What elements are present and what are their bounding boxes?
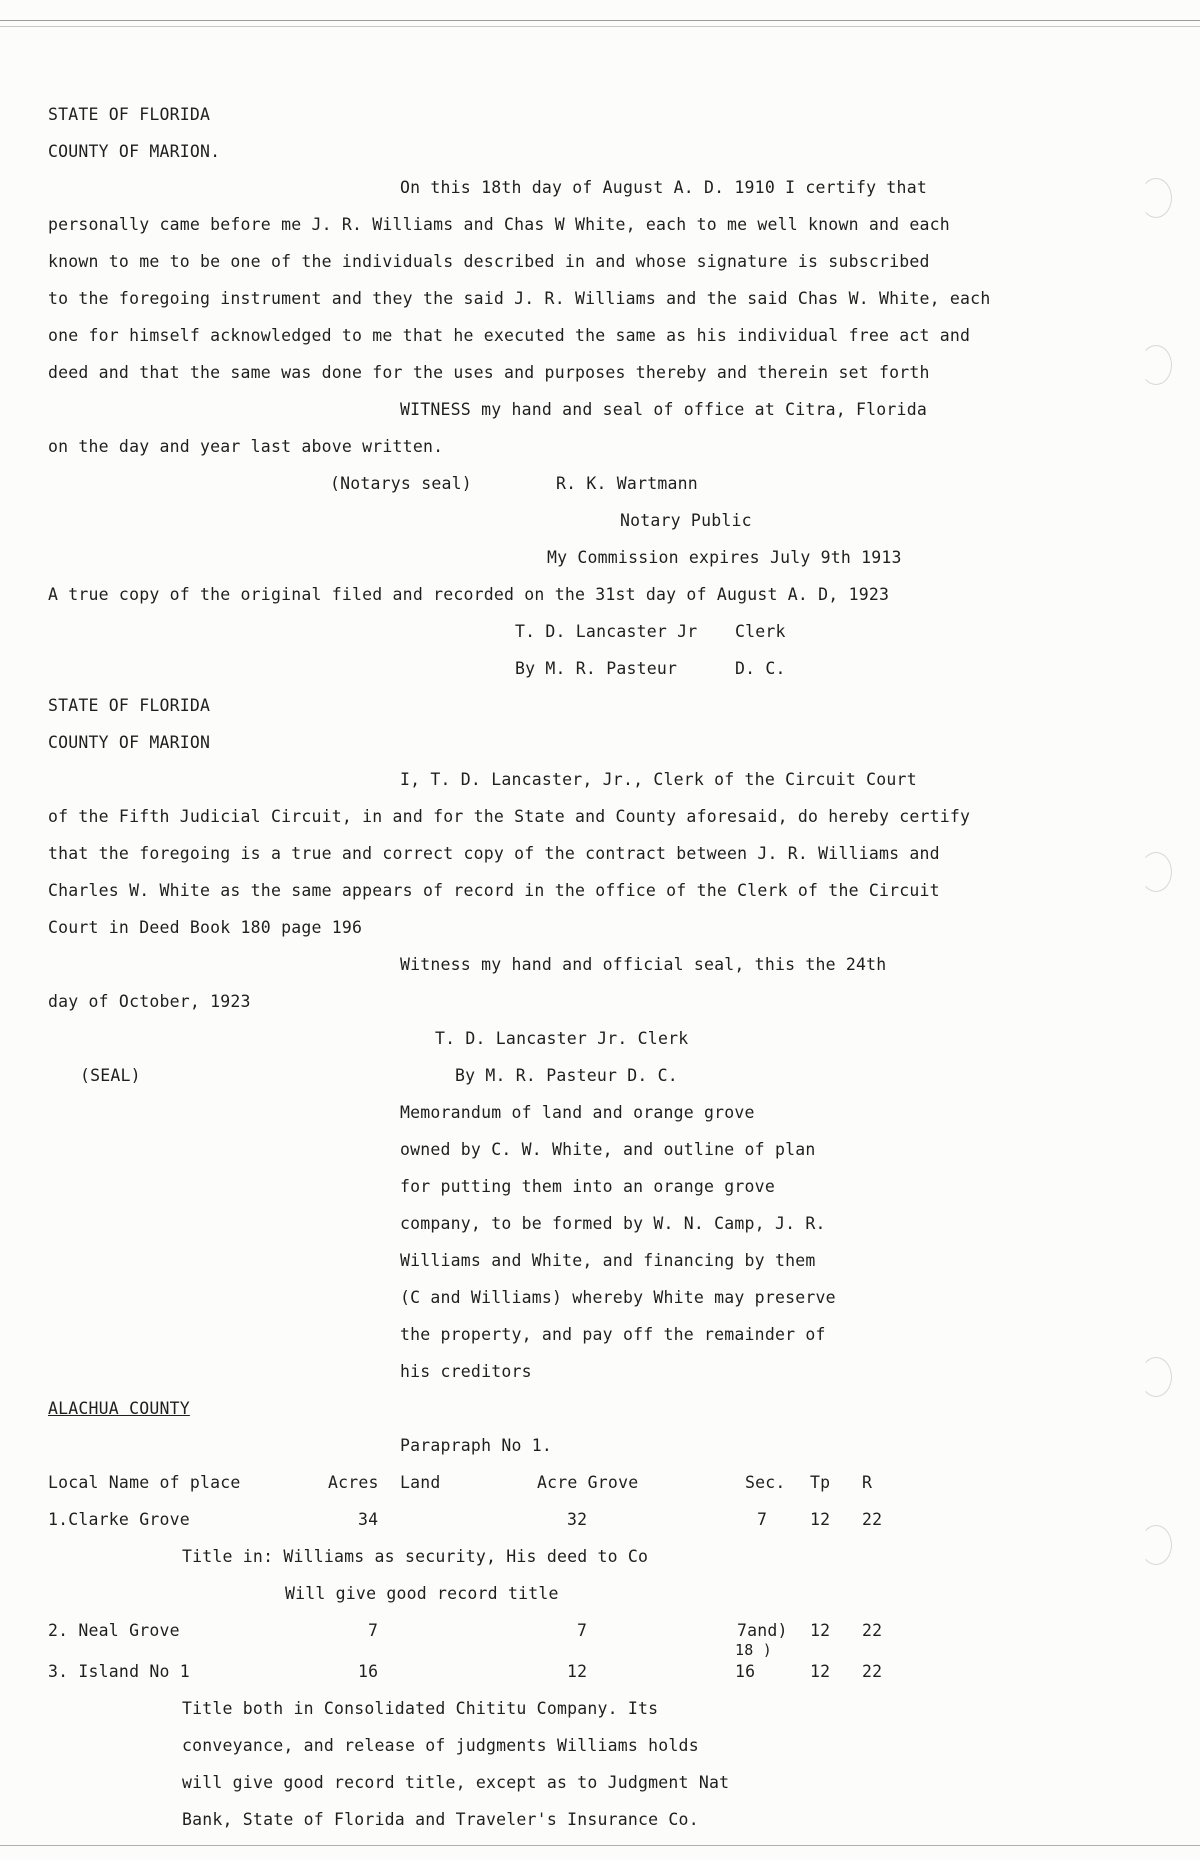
- table-header: Local Name of place: [48, 1473, 241, 1492]
- table-cell: 22: [862, 1662, 883, 1681]
- text-line: personally came before me J. R. Williams and Chas W White, each to me well known and each: [48, 215, 950, 234]
- title-note: conveyance, and release of judgments Williams holds: [182, 1736, 699, 1755]
- clerk-signature: T. D. Lancaster Jr. Clerk: [435, 1029, 689, 1048]
- table-cell: 22: [862, 1621, 883, 1640]
- county-heading: COUNTY OF MARION: [48, 733, 211, 752]
- bottom-rule: [0, 1845, 1200, 1846]
- punch-hole: [1140, 1357, 1172, 1397]
- county-heading: COUNTY OF MARION.: [48, 142, 221, 161]
- title-note: Bank, State of Florida and Traveler's Insurance Co.: [182, 1810, 699, 1829]
- witness-line: Witness my hand and official seal, this the 24th: [400, 955, 887, 974]
- memo-line: owned by C. W. White, and outline of plan: [400, 1140, 816, 1159]
- county-section-heading: ALACHUA COUNTY: [48, 1399, 190, 1418]
- table-header: Tp: [810, 1473, 831, 1492]
- deputy-name: By M. R. Pasteur: [515, 659, 678, 678]
- table-cell: 2. Neal Grove: [48, 1621, 180, 1640]
- paragraph-heading: Parapraph No 1.: [400, 1436, 553, 1455]
- table-cell: 16: [358, 1662, 379, 1681]
- punch-hole: [1140, 345, 1172, 385]
- text-line: one for himself acknowledged to me that he executed the same as his individual free act and: [48, 326, 971, 345]
- table-cell: 7and): [737, 1621, 788, 1640]
- recorded-line: A true copy of the original filed and recorded on the 31st day of August A. D, 1923: [48, 585, 890, 604]
- title-note: will give good record title, except as to Judgment Nat: [182, 1773, 730, 1792]
- memo-line: company, to be formed by W. N. Camp, J. R.: [400, 1214, 826, 1233]
- state-heading: STATE OF FLORIDA: [48, 105, 211, 124]
- memo-line: (C and Williams) whereby White may preserve: [400, 1288, 836, 1307]
- top-rule: [0, 20, 1200, 27]
- text-line: on the day and year last above written.: [48, 437, 444, 456]
- table-cell: 7: [368, 1621, 379, 1640]
- punch-hole: [1140, 178, 1172, 218]
- text-line: deed and that the same was done for the uses and purposes thereby and therein set forth: [48, 363, 930, 382]
- table-cell: 7: [577, 1621, 588, 1640]
- table-cell: 16: [735, 1662, 756, 1681]
- text-line: to the foregoing instrument and they the said J. R. Williams and the said Chas W. White, each: [48, 289, 991, 308]
- table-cell: 12: [810, 1510, 831, 1529]
- text-line: Charles W. White as the same appears of record in the office of the Clerk of the Circuit: [48, 881, 940, 900]
- table-cell: 12: [567, 1662, 588, 1681]
- text-line: On this 18th day of August A. D. 1910 I certify that: [400, 178, 927, 197]
- table-cell: 22: [862, 1510, 883, 1529]
- table-header: Sec.: [745, 1473, 786, 1492]
- punch-hole: [1140, 1525, 1172, 1565]
- table-header: R: [862, 1473, 873, 1492]
- table-cell: 32: [567, 1510, 588, 1529]
- seal-label: (SEAL): [80, 1066, 141, 1085]
- table-header: Acre Grove: [537, 1473, 639, 1492]
- text-line: of the Fifth Judicial Circuit, in and for the State and County aforesaid, do hereby certify: [48, 807, 971, 826]
- table-cell: 7: [757, 1510, 768, 1529]
- text-line: Court in Deed Book 180 page 196: [48, 918, 363, 937]
- notary-name: R. K. Wartmann: [556, 474, 698, 493]
- table-header: Land: [400, 1473, 441, 1492]
- table-cell: 1.Clarke Grove: [48, 1510, 190, 1529]
- memo-line: his creditors: [400, 1362, 532, 1381]
- table-cell: 34: [358, 1510, 379, 1529]
- text-line: I, T. D. Lancaster, Jr., Clerk of the Circuit Court: [400, 770, 917, 789]
- table-cell: 12: [810, 1662, 831, 1681]
- deputy-title: D. C.: [735, 659, 786, 678]
- notary-seal-label: (Notarys seal): [330, 474, 472, 493]
- clerk-title: Clerk: [735, 622, 786, 641]
- text-line: that the foregoing is a true and correct copy of the contract between J. R. Williams and: [48, 844, 940, 863]
- witness-line: WITNESS my hand and seal of office at Citra, Florida: [400, 400, 927, 419]
- title-note: Title in: Williams as security, His deed to Co: [182, 1547, 649, 1566]
- state-heading: STATE OF FLORIDA: [48, 696, 211, 715]
- sec-note: 18 ): [735, 1641, 772, 1659]
- date-line: day of October, 1923: [48, 992, 251, 1011]
- memo-line: Memorandum of land and orange grove: [400, 1103, 755, 1122]
- table-header: Acres: [328, 1473, 379, 1492]
- commission-line: My Commission expires July 9th 1913: [547, 548, 902, 567]
- notary-title: Notary Public: [620, 511, 752, 530]
- clerk-name: T. D. Lancaster Jr: [515, 622, 698, 641]
- deputy-signature: By M. R. Pasteur D. C.: [455, 1066, 678, 1085]
- title-note: Will give good record title: [285, 1584, 559, 1603]
- text-line: known to me to be one of the individuals described in and whose signature is subscribed: [48, 252, 930, 271]
- table-cell: 3. Island No 1: [48, 1662, 190, 1681]
- memo-line: for putting them into an orange grove: [400, 1177, 775, 1196]
- punch-hole: [1140, 852, 1172, 892]
- title-note: Title both in Consolidated Chititu Company. Its: [182, 1699, 659, 1718]
- memo-line: Williams and White, and financing by them: [400, 1251, 816, 1270]
- memo-line: the property, and pay off the remainder of: [400, 1325, 826, 1344]
- table-cell: 12: [810, 1621, 831, 1640]
